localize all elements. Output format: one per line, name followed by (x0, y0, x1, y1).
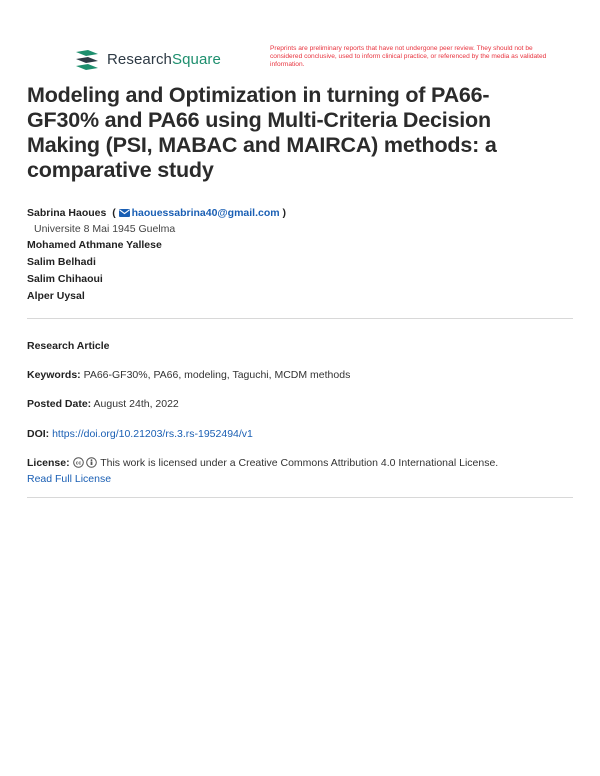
envelope-icon (119, 209, 130, 217)
author-5: Alper Uysal (27, 290, 85, 302)
divider-top (27, 318, 573, 319)
divider-bottom (27, 497, 573, 498)
doi (27, 426, 573, 442)
author-email-link[interactable]: haouessabrina40@gmail.com (131, 207, 280, 219)
creative-commons-icon (73, 457, 84, 468)
logo-text-main: Research (107, 50, 172, 68)
author-list (27, 205, 572, 305)
license-label: License: (27, 457, 70, 469)
author-2: Mohamed Athmane Yallese (27, 239, 162, 251)
author-4: Salim Chihaoui (27, 273, 103, 285)
author-email-wrapper: ( haouessabrina40@gmail.com ) (109, 207, 287, 219)
keywords-value: PA66-GF30%, PA66, modeling, Taguchi, MCDM methods (83, 369, 351, 381)
posted-date-label: Posted Date: (27, 398, 92, 410)
author-name: Sabrina Haoues (27, 207, 107, 219)
article-type-value: Research Article (27, 340, 110, 352)
preprint-disclaimer: Preprints are preliminary reports that have not undergone peer review. They should not be considered conclusive, used to inform clinical practice, or referenced by the media as validated information. (270, 45, 547, 68)
license (27, 455, 573, 487)
read-full-license-link[interactable]: Read Full License (27, 473, 112, 485)
keywords-label: Keywords: (27, 369, 81, 381)
author-affiliation: Universite 8 Mai 1945 Guelma (34, 223, 176, 235)
svg-text:cc: cc (75, 460, 81, 467)
logo-text-accent: Square (172, 50, 221, 68)
header (0, 0, 600, 80)
paper-title: Modeling and Optimization in turning of PA66-GF30% and PA66 using Multi-Criteria Decision Making (PSI, MABAC and MAIRCA) methods: a comparative study (27, 83, 497, 182)
keywords (27, 367, 573, 383)
posted-date-value: August 24th, 2022 (93, 398, 179, 410)
license-text: This work is licensed under a Creative Commons Attribution 4.0 International License. (100, 457, 499, 469)
author-1 (27, 205, 572, 222)
research-square-logo-icon (74, 48, 100, 70)
posted-date (27, 396, 573, 412)
attribution-icon (86, 457, 97, 468)
doi-label: DOI: (27, 428, 50, 440)
article-type (27, 338, 573, 354)
research-square-logo[interactable] (74, 48, 221, 70)
logo-text (107, 51, 221, 68)
author-3: Salim Belhadi (27, 256, 96, 268)
doi-link[interactable]: https://doi.org/10.21203/rs.3.rs-1952494/v1 (52, 428, 253, 440)
